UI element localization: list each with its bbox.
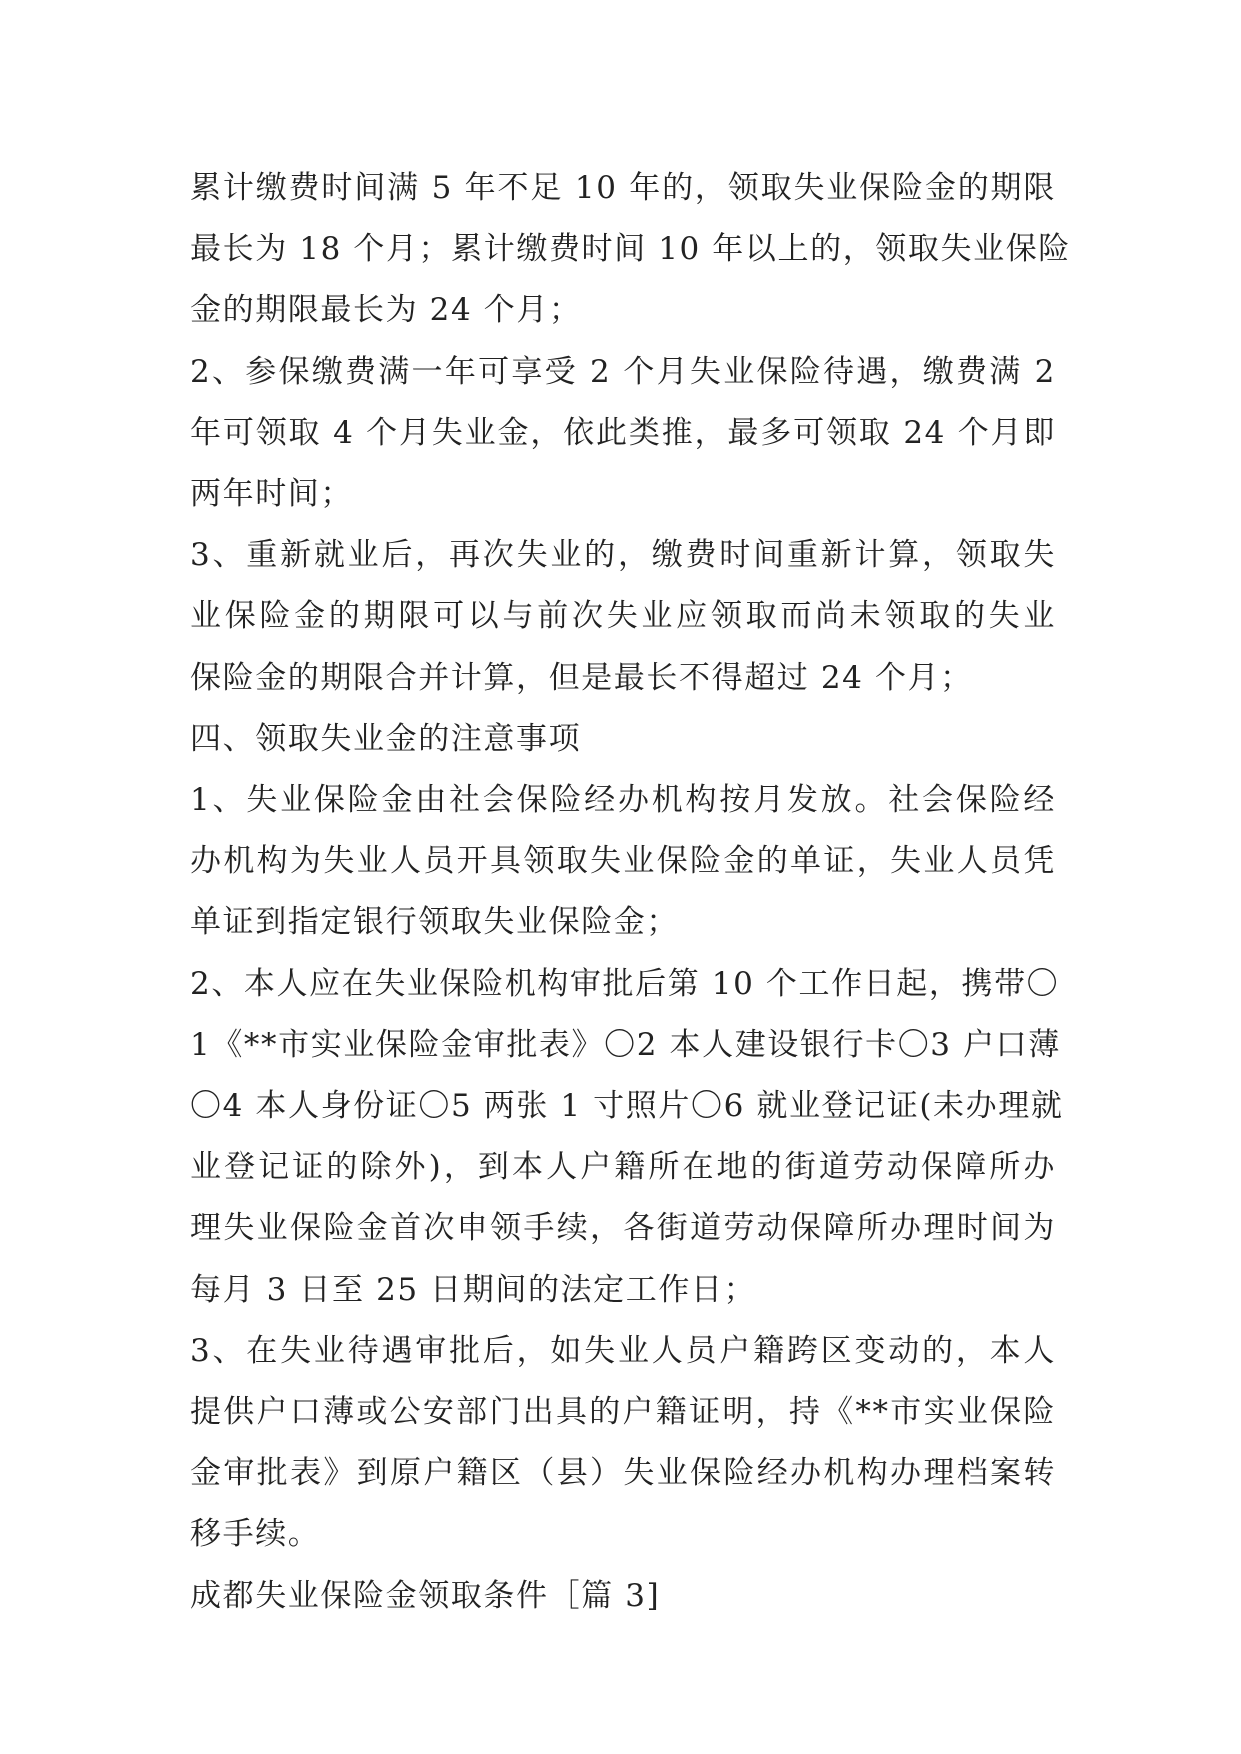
text-line: 两年时间； — [190, 476, 353, 513]
text-line: 金的期限最长为 24 个月； — [190, 292, 582, 329]
text-line: 2、本人应在失业保险机构审批后第 10 个工作日起，携带〇 — [190, 965, 1060, 1002]
text-line: 2、参保缴费满一年可享受 2 个月失业保险待遇，缴费满 2 — [190, 353, 1056, 390]
paragraph-note-1 — [190, 770, 1056, 954]
text-line: 每月 3 日至 25 日期间的法定工作日； — [190, 1271, 757, 1308]
text-line: 提供户口薄或公安部门出具的户籍证明，持《**市实业保险 — [190, 1394, 1056, 1431]
text-line: 1《**市实业保险金审批表》〇2 本人建设银行卡〇3 户口薄 — [190, 1026, 1061, 1063]
paragraph-note-2 — [190, 954, 1064, 1321]
text-line: 办机构为失业人员开具领取失业保险金的单证，失业人员凭 — [190, 843, 1056, 880]
text-line: 金审批表》到原户籍区（县）失业保险经办机构办理档案转 — [190, 1455, 1056, 1492]
text-line: 最长为 18 个月；累计缴费时间 10 年以上的，领取失业保险 — [190, 231, 1071, 268]
section-heading-part-3 — [190, 1566, 1056, 1627]
text-line: 保险金的期限合并计算，但是最长不得超过 24 个月； — [190, 659, 973, 696]
paragraph-note-3 — [190, 1321, 1056, 1566]
text-line: 1、失业保险金由社会保险经办机构按月发放。社会保险经 — [190, 782, 1056, 819]
text-line: 〇4 本人身份证〇5 两张 1 寸照片〇6 就业登记证(未办理就 — [190, 1088, 1064, 1125]
text-line: 累计缴费时间满 5 年不足 10 年的，领取失业保险金的期限 — [190, 170, 1056, 206]
text-line: 3、在失业待遇审批后，如失业人员户籍跨区变动的，本人 — [190, 1332, 1056, 1369]
text-line: 理失业保险金首次申领手续，各街道劳动保障所办理时间为 — [190, 1210, 1056, 1247]
text-line: 业保险金的期限可以与前次失业应领取而尚未领取的失业 — [190, 598, 1056, 635]
document-body — [190, 158, 1071, 1627]
text-line: 移手续。 — [190, 1516, 321, 1553]
text-line: 年可领取 4 个月失业金，依此类推，最多可领取 24 个月即 — [190, 414, 1056, 451]
paragraph-item-3 — [190, 525, 1056, 709]
text-line: 四、领取失业金的注意事项 — [190, 720, 582, 757]
section-heading-notes — [190, 709, 1056, 770]
text-line: 成都失业保险金领取条件［篇 3] — [190, 1577, 661, 1614]
text-line: 3、重新就业后，再次失业的，缴费时间重新计算，领取失 — [190, 537, 1056, 574]
text-line: 单证到指定银行领取失业保险金； — [190, 904, 679, 941]
paragraph-payment-duration — [190, 158, 1071, 342]
text-line: 业登记证的除外)，到本人户籍所在地的街道劳动保障所办 — [190, 1149, 1056, 1186]
paragraph-item-2 — [190, 342, 1056, 526]
